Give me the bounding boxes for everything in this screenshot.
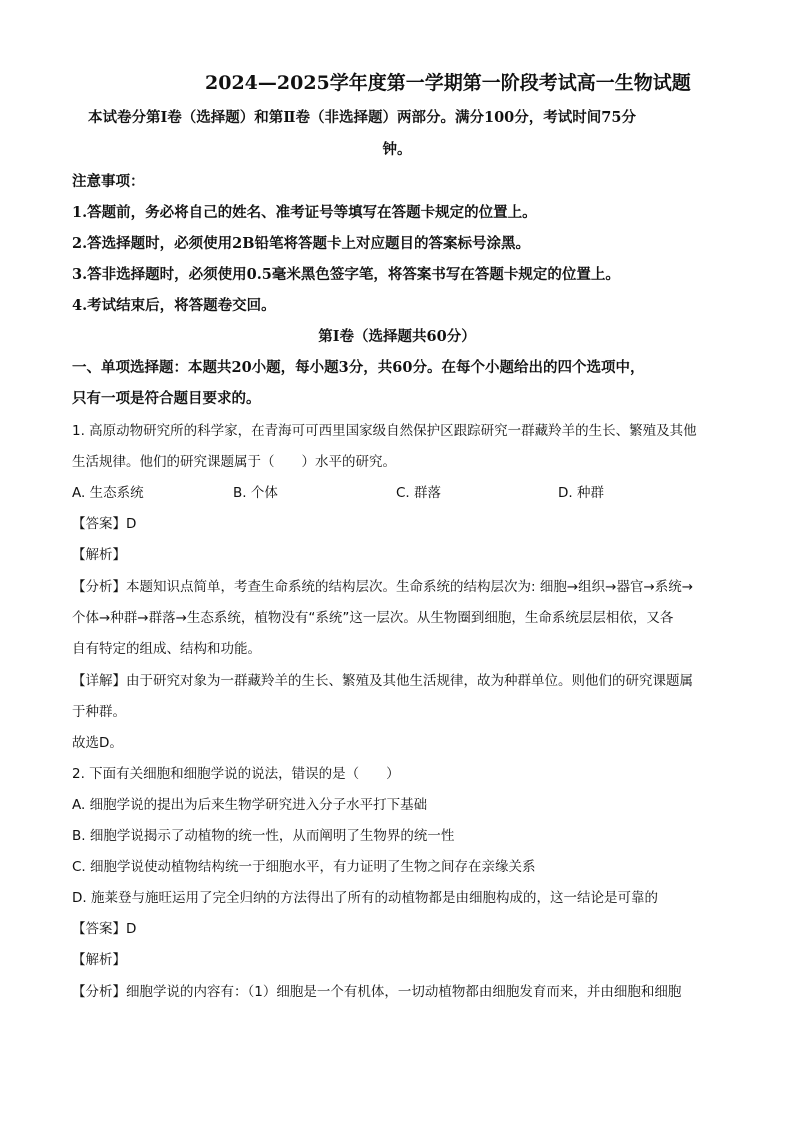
q2-option-c: C. 细胞学说使动植物结构统一于细胞水平，有力证明了生物之间存在亲缘关系	[72, 859, 536, 875]
notice-heading: 注意事项：	[72, 173, 145, 190]
part-heading-line-1: 一、单项选择题：本题共20小题，每小题3分，共60分。在每个小题给出的四个选项中，	[72, 359, 645, 376]
intro-line-2: 钟。	[382, 141, 412, 158]
q1-option-b: B. 个体	[233, 485, 278, 501]
q2-option-b: B. 细胞学说揭示了动植物的统一性，从而阐明了生物界的统一性	[72, 828, 455, 844]
q1-fenxi-line-1: 【分析】本题知识点简单，考查生命系统的结构层次。生命系统的结构层次为: 细胞→组织→器官→系统→	[72, 579, 694, 595]
section-title: 第Ⅰ卷（选择题共60分）	[318, 328, 476, 345]
q2-answer: 【答案】D	[72, 921, 137, 937]
notice-item-3: 3.答非选择题时，必须使用0.5毫米黑色签字笔，将答案书写在答题卡规定的位置上。	[72, 266, 620, 283]
q1-fenxi-line-2: 个体→种群→群落→生态系统，植物没有“系统”这一层次。从生物圈到细胞，生命系统层层相依，又各	[72, 610, 674, 626]
notice-item-2: 2.答选择题时，必须使用2B铅笔将答题卡上对应题目的答案标号涂黑。	[72, 235, 530, 252]
q1-xiangjie-line-1: 【详解】由于研究对象为一群藏羚羊的生长、繁殖及其他生活规律，故为种群单位。则他们的研究课题属	[72, 673, 693, 689]
q1-answer: 【答案】D	[72, 516, 137, 532]
part-heading-line-2: 只有一项是符合题目要求的。	[72, 390, 261, 407]
q1-xiangjie-line-2: 于种群。	[72, 704, 126, 720]
q2-option-d: D. 施莱登与施旺运用了完全归纳的方法得出了所有的动植物都是由细胞构成的，这一结论是可靠的	[72, 890, 658, 906]
q2-fenxi-line-1: 【分析】细胞学说的内容有：（1）细胞是一个有机体，一切动植物都由细胞发育而来，并由细胞和细胞	[72, 984, 682, 1000]
notice-item-1: 1.答题前，务必将自己的姓名、准考证号等填写在答题卡规定的位置上。	[72, 204, 537, 221]
exam-title: 2024—2025学年度第一学期第一阶段考试高一生物试题	[205, 72, 691, 94]
q1-option-a: A. 生态系统	[72, 485, 144, 501]
q1-stem-line-1: 1. 高原动物研究所的科学家，在青海可可西里国家级自然保护区跟踪研究一群藏羚羊的生长、繁殖及其他	[72, 423, 697, 439]
q1-analysis-label: 【解析】	[72, 547, 126, 563]
notice-item-4: 4.考试结束后，将答题卷交回。	[72, 297, 276, 314]
q1-stem-line-2: 生活规律。他们的研究课题属于（ ）水平的研究。	[72, 454, 396, 470]
q2-stem: 2. 下面有关细胞和细胞学说的说法，错误的是（ ）	[72, 766, 400, 782]
q2-option-a: A. 细胞学说的提出为后来生物学研究进入分子水平打下基础	[72, 797, 428, 813]
intro-line-1: 本试卷分第Ⅰ卷（选择题）和第Ⅱ卷（非选择题）两部分。满分100分，考试时间75分	[88, 109, 636, 126]
q1-option-d: D. 种群	[558, 485, 604, 501]
q1-option-c: C. 群落	[396, 485, 442, 501]
q2-analysis-label: 【解析】	[72, 952, 126, 968]
q1-conclusion: 故选D。	[72, 735, 123, 751]
q1-fenxi-line-3: 自有特定的组成、结构和功能。	[72, 641, 261, 657]
